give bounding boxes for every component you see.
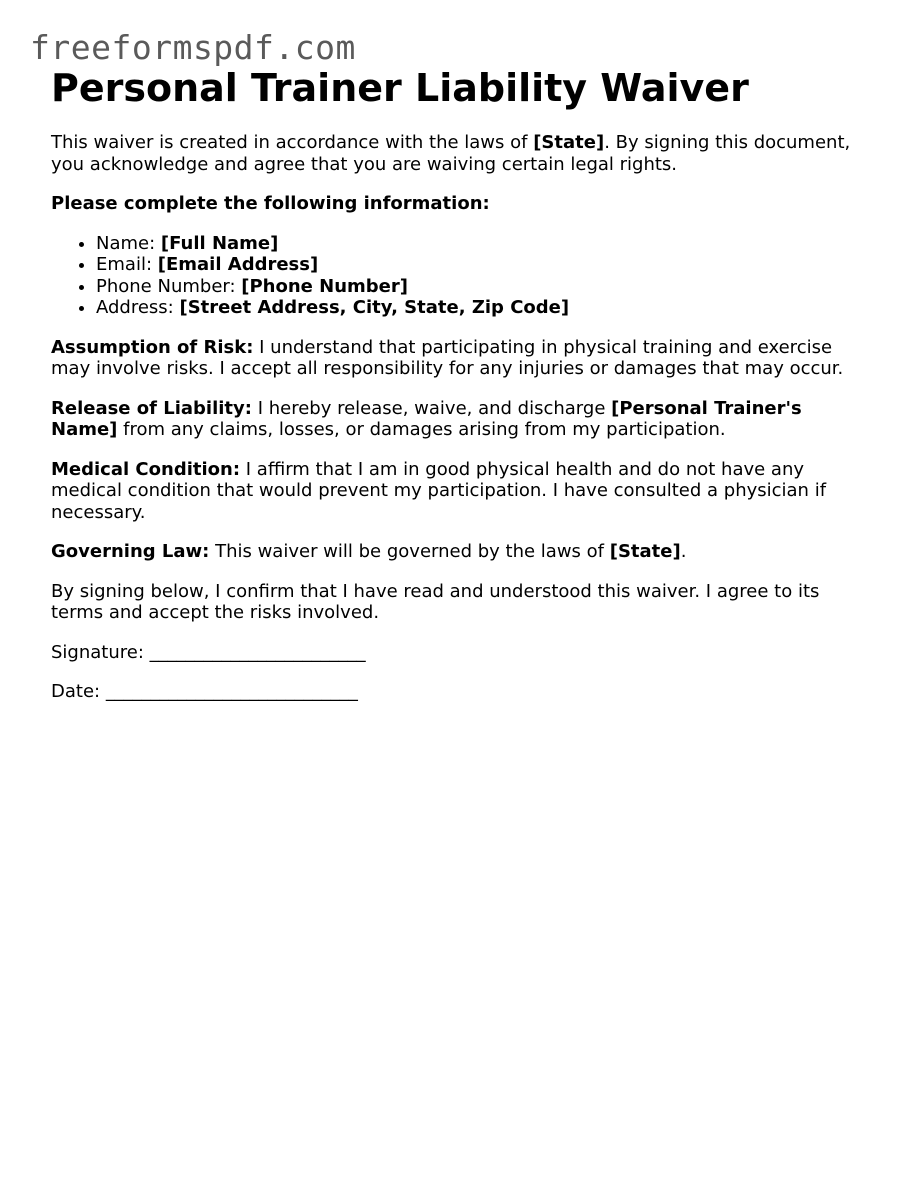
- info-item-name: • Name: [Full Name]: [96, 233, 871, 255]
- trainer-name-placeholder: [Personal Trainer's Name]: [51, 397, 802, 440]
- signature-label: Signature:: [51, 641, 150, 663]
- medical-heading: Medical Condition:: [51, 458, 241, 480]
- release-text-before: I hereby release, waive, and discharge: [251, 397, 612, 419]
- info-item-phone: • Phone Number: [Phone Number]: [96, 276, 871, 298]
- medical-text: I affirm that I am in good physical health and do not have any medical condition that would prevent my participation. I have consulted a physician if necessary.: [51, 458, 827, 523]
- signature-line: [51, 642, 871, 664]
- info-item-email: • Email: [Email Address]: [96, 254, 871, 276]
- assumption-of-risk-paragraph: [51, 337, 871, 380]
- assumption-heading: Assumption of Risk:: [51, 336, 254, 358]
- release-heading: Release of Liability:: [51, 397, 252, 419]
- page-title: Personal Trainer Liability Waiver: [51, 66, 749, 110]
- watermark: freeformspdf.com: [30, 28, 356, 67]
- confirmation-paragraph: By signing below, I confirm that I have read and understood this waiver. I agree to its terms and accept the risks involved.: [51, 580, 820, 623]
- governing-state-placeholder: [State]: [609, 541, 681, 562]
- info-item-address: • Address: [Street Address, City, State, Zip Code]: [96, 297, 871, 319]
- medical-condition-paragraph: [51, 459, 871, 524]
- governing-heading: Governing Law:: [51, 541, 210, 562]
- date-line: [51, 681, 871, 703]
- intro-text-before: This waiver is created in accordance with the laws of: [51, 132, 534, 153]
- date-blank: ____________________________: [105, 681, 358, 702]
- intro-text-after: . By signing this document, you acknowledge and agree that you are waiving certain legal rights.: [51, 132, 851, 175]
- intro-state-placeholder: [State]: [533, 132, 605, 153]
- assumption-text: I understand that participating in physical training and exercise may involve risks. I accept all responsibility for any injuries or damages that may occur.: [51, 336, 844, 379]
- intro-paragraph: [51, 132, 871, 175]
- release-text-after: from any claims, losses, or damages arising from my participation.: [117, 419, 726, 440]
- document-page: [51, 64, 871, 721]
- release-of-liability-paragraph: [51, 398, 871, 441]
- date-label: Date:: [51, 681, 106, 702]
- governing-text-before: This waiver will be governed by the laws of: [209, 541, 610, 562]
- info-list: [51, 233, 871, 319]
- governing-text-after: .: [680, 541, 687, 562]
- info-heading: Please complete the following information:: [51, 193, 490, 214]
- signature-blank: ________________________: [149, 641, 366, 663]
- governing-law-paragraph: [51, 541, 871, 563]
